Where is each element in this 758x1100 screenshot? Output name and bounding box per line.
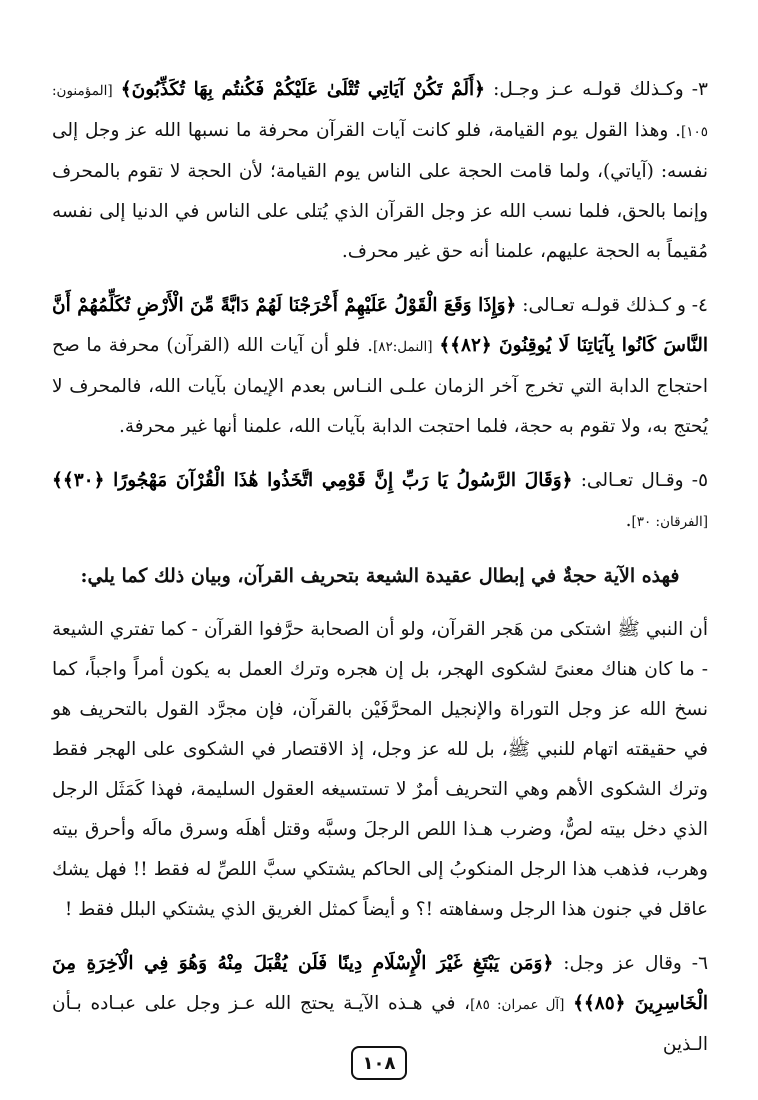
verse-reference-4: [النمل:٨٢] [372,339,433,355]
paragraph-4 [52,286,708,447]
page-footer [0,1046,758,1080]
quran-verse-3: ﴿أَلَمْ تَكُنْ آيَاتِي تُتْلَىٰ عَلَيْكُمْ فَكُنتُم بِهَا تُكَذِّبُونَ﴾ [120,79,486,100]
quran-verse-5: ﴿وَقَالَ الرَّسُولُ يَا رَبِّ إِنَّ قَوْمِي اتَّخَذُوا هَٰذَا الْقُرْآنَ مَهْجُورًا ﴿٣٠﴾﴾ [52,470,573,491]
section-heading: فهذه الآية حجةٌ في إبطال عقيدة الشيعة بتحريف القرآن، وبيان ذلك كما يلي: [80,565,680,587]
paragraph-5-intro: ٥- وقـال تعـالى: [572,470,708,491]
paragraph-4-intro: ٤- و كـذلك قولـه تعـالى: [516,295,708,316]
paragraph-6-body: ، في هـذه الآيـة يحتج الله عـز وجل على عبـاده بـأن الـذين [52,993,708,1055]
quran-verse-6: ﴿وَمَن يَبْتَغِ غَيْرَ الْإِسْلَامِ دِينًا فَلَن يُقْبَلَ مِنْهُ وَهُوَ فِي الْآخِرَةِ مِنَ الْخَاسِرِينَ ﴿٨٥﴾﴾ [52,953,709,1014]
page-number: ١٠٨ [351,1046,408,1080]
paragraph-3 [52,70,708,272]
document-page [52,70,708,1100]
verse-reference-6: [آل عمران: ٨٥] [470,997,565,1013]
verse-reference-5: [الفرقان: ٣٠] [631,514,708,530]
paragraph-3-intro: ٣- وكـذلك قولـه عـز وجـل: [485,79,708,100]
paragraph-4-body: . فلو أن آيات الله (القرآن) محرفة ما صح احتجاج الدابة التي تخرج آخر الزمان علـى النـاس بعدم الإيمان بآيات الله، فالمحرف لا يُحتج به، ولا تقوم به حجة، فلما احتجت الدابة بآيات الله، علمنا أنها غير محرفة. [52,335,708,437]
paragraph-5-body: . [625,510,632,531]
paragraph-6-intro: ٦- وقال عز وجل: [553,953,708,974]
paragraph-5 [52,461,708,542]
paragraph-3-body: . وهذا القول يوم القيامة، فلو كانت آيات القرآن محرفة ما نسبها الله عز وجل إلى نفسه: (آياتي)، ولما قامت الحجة على الناس يوم القيامة؛ لأن الحجة لا تقوم بالمحرف وإنما بالحق، فلما نسب الله عز وجل القرآن الذي يُتلى على الناس في الدنيا إلى نفسه مُقيماً به الحجة عليهم، علمنا أنه حق غير محرف. [52,120,708,262]
verse-reference-3: [المؤمنون: ١٠٥] [52,83,708,140]
argument-paragraph: أن النبي ﷺ اشتكى من هَجر القرآن، ولو أن الصحابة حرَّفوا القرآن - كما تفتري الشيعة - ما كان هناك معنىً لشكوى الهجر، بل إن هجره وترك العمل به يكون أمراً واجباً، كما نسخ الله عز وجل التوراة والإنجيل المحرَّفَيْن بالقرآن، فإن مجرَّد القول بالتحريف هو في حقيقته اتهام للنبي ﷺ، بل لله عز وجل، إذ الاقتصار في الشكوى على الهجر فقط وترك الشكوى الأهم وهي التحريف أمرٌ لا تستسيغه العقول السليمة، فهذا كَمَثَل الرجل الذي دخل بيته لصٌّ، وضرب هـذا اللص الرجلَ وسبَّه وقتل أهلَه وسرق مالَه وأحرق بيته وهرب، فذهب هذا الرجل المنكوبُ إلى الحاكم يشتكي سبَّ اللصِّ له فقط !! فهل يشك عاقل في جنون هذا الرجل وسفاهته !؟ و أيضاً كمثل الغريق الذي يشتكي البلل فقط ! [52,619,708,920]
quran-verse-4: ﴿وَإِذَا وَقَعَ الْقَوْلُ عَلَيْهِمْ أَخْرَجْنَا لَهُمْ دَابَّةً مِّنَ الْأَرْضِ تُكَلِّمُهُمْ أَنَّ النَّاسَ كَانُوا بِآيَاتِنَا لَا يُوقِنُونَ ﴿٨٢﴾﴾ [52,295,708,356]
